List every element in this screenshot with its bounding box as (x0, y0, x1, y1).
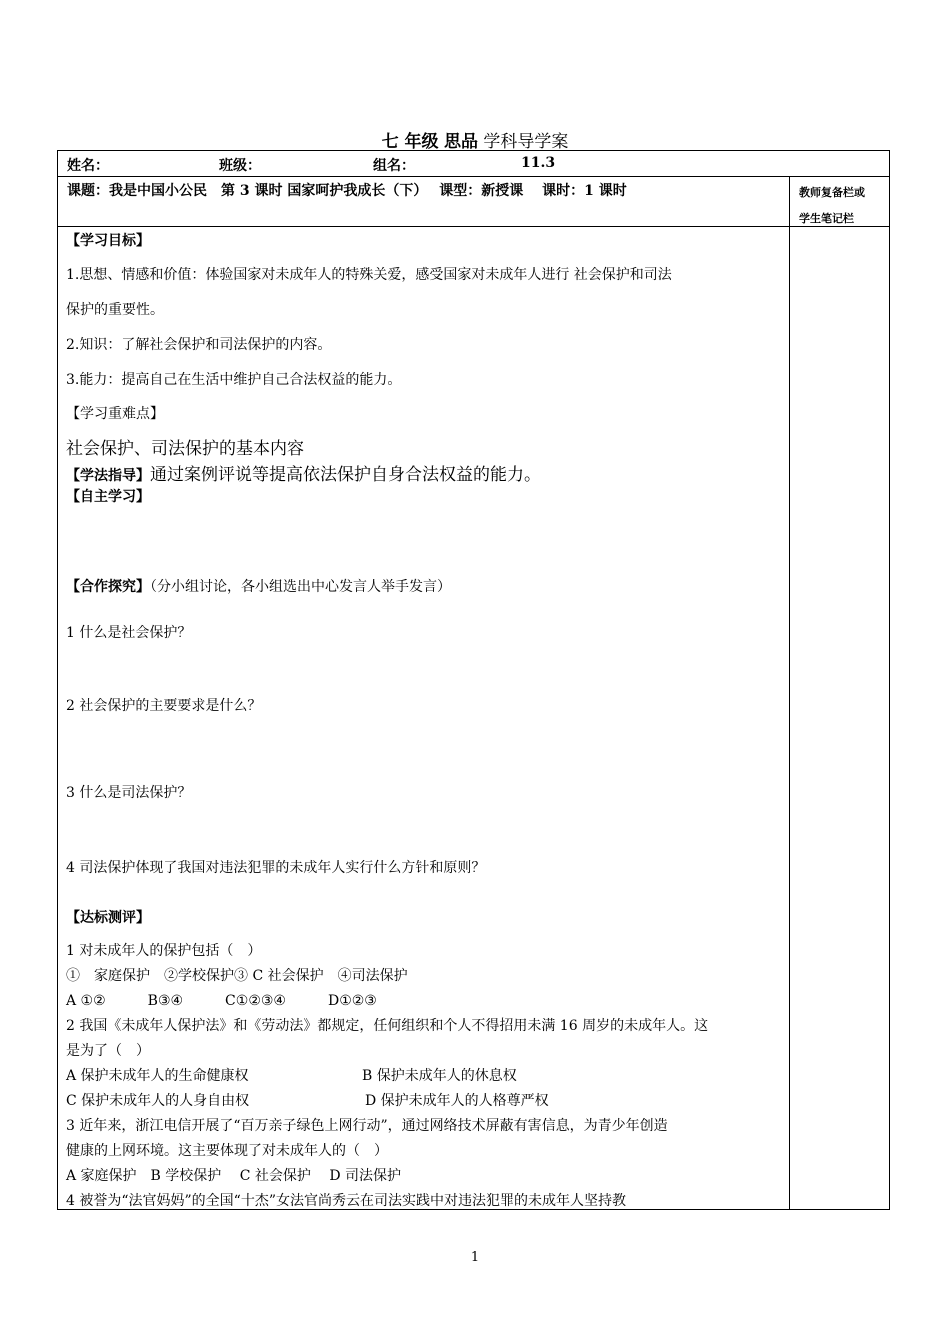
test-3-options: A 家庭保护 B 学校保护 C 社会保护 D 司法保护 (66, 1168, 402, 1184)
method-line (66, 460, 541, 485)
group-label: 组名： (373, 158, 415, 174)
goal-1b: 保护的重要性。 (66, 302, 164, 318)
test-2-option-b: B 保护未成年人的休息权 (362, 1068, 517, 1084)
goal-1a: 1.思想、情感和价值：体验国家对未成年人的特殊关爱，感受国家对未成年人进行 社会保护和司法 (66, 267, 672, 283)
test-1-items: ① 家庭保护 ②学校保护③ C 社会保护 ④司法保护 (66, 968, 408, 984)
info-row (58, 151, 889, 177)
method-text: 通过案例评说等提高依法保护自身合法权益的能力。 (150, 465, 541, 485)
topic-row (58, 176, 889, 227)
heading-self-study: 【自主学习】 (66, 489, 150, 505)
side-line-2: 学生笔记栏 (799, 212, 854, 225)
heading-test: 【达标测评】 (66, 910, 150, 926)
side-column-header (799, 180, 865, 232)
method-label: 【学法指导】 (66, 468, 150, 484)
test-2-option-c: C 保护未成年人的人身自由权 (66, 1093, 250, 1109)
test-2-option-d: D 保护未成年人的人格尊严权 (365, 1093, 549, 1109)
test-4: 4 被誉为“法官妈妈”的全国“十杰”女法官尚秀云在司法实践中对违法犯罪的未成年人坚持教 (66, 1193, 626, 1209)
coop-line (66, 576, 451, 596)
title-subject: 思品 (443, 132, 478, 152)
column-divider (789, 176, 790, 1210)
title-suffix: 学科导学案 (483, 132, 569, 152)
side-line-1: 教师复备栏或 (799, 186, 865, 199)
test-2b: 是为了（ ） (66, 1043, 150, 1059)
worksheet-table (57, 150, 890, 1210)
test-2-option-a: A 保护未成年人的生命健康权 (66, 1068, 249, 1084)
topic-line: 课题：我是中国小公民 第 3 课时 国家呵护我成长（下） 课型：新授课 课时：1 课时 (67, 183, 627, 199)
question-4: 4 司法保护体现了我国对违法犯罪的未成年人实行什么方针和原则？ (66, 860, 486, 876)
question-3: 3 什么是司法保护？ (66, 785, 192, 801)
name-label: 姓名： (67, 158, 109, 174)
document-title (0, 127, 950, 152)
test-1: 1 对未成年人的保护包括（ ） (66, 943, 262, 959)
title-grade: 七 年级 (381, 132, 439, 152)
class-label: 班级： (219, 158, 261, 174)
test-1-options: A ①② B③④ C①②③④ D①②③ (66, 993, 377, 1009)
coop-text: （分小组讨论，各小组选出中心发言人举手发言） (150, 579, 451, 595)
test-3b: 健康的上网环境。这主要体现了对未成年人的（ ） (66, 1143, 388, 1159)
question-1: 1 什么是社会保护？ (66, 625, 192, 641)
date-value: 11.3 (521, 155, 556, 171)
heading-goals: 【学习目标】 (66, 233, 150, 249)
key-text: 社会保护、司法保护的基本内容 (66, 439, 304, 459)
question-2: 2 社会保护的主要要求是什么？ (66, 698, 262, 714)
page-number: 1 (470, 1250, 480, 1265)
goal-3: 3.能力：提高自己在生活中维护自己合法权益的能力。 (66, 372, 402, 388)
heading-key: 【学习重难点】 (66, 406, 164, 422)
test-3a: 3 近年来，浙江电信开展了“百万亲子绿色上网行动”，通过网络技术屏蔽有害信息，为青少年创造 (66, 1118, 668, 1134)
test-2a: 2 我国《未成年人保护法》和《劳动法》都规定，任何组织和个人不得招用未满 16 周岁的未成年人。这 (66, 1018, 709, 1034)
coop-label: 【合作探究】 (66, 579, 150, 595)
goal-2: 2.知识：了解社会保护和司法保护的内容。 (66, 337, 332, 353)
